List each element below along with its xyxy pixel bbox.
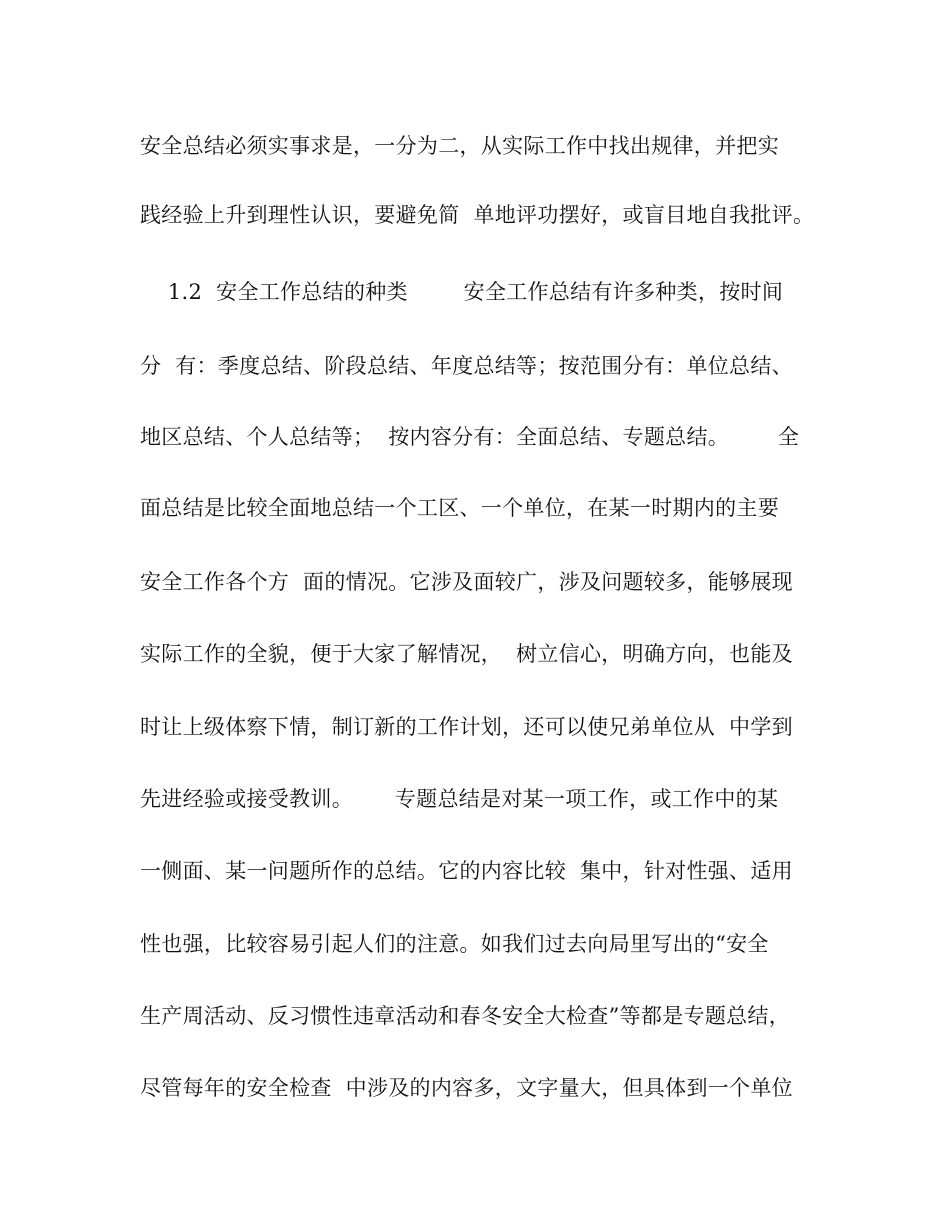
text-line: 安全工作各个方 面的情况。它涉及面较广，涉及问题较多，能够展现 — [140, 570, 793, 594]
text-line: 地区总结、个人总结等； 按内容分有：全面总结、专题总结。 全 — [140, 425, 800, 449]
text-line: 一侧面、某一问题所作的总结。它的内容比较 集中，针对性强、适用 — [140, 859, 793, 883]
text-line: 践经验上升到理性认识，要避免简 单地评功摆好，或盲目地自我批评。 — [140, 203, 815, 227]
text-line: 面总结是比较全面地总结一个工区、一个单位，在某一时期内的主要 — [140, 496, 779, 520]
text-line: 实际工作的全貌，便于大家了解情况， 树立信心，明确方向，也能及 — [140, 642, 793, 666]
text-line: 时让上级体察下情，制订新的工作计划，还可以使兄弟单位从 中学到 — [140, 715, 793, 739]
text-line: 性也强，比较容易引起人们的注意。如我们过去向局里写出的“安全 — [140, 932, 769, 956]
text-line: 分 有：季度总结、阶段总结、年度总结等；按范围分有：单位总结、 — [140, 354, 793, 378]
text-line: 生产周活动、反习惯性违章活动和春冬安全大检查”等都是专题总结， — [140, 1004, 791, 1028]
text-line: 1.2 安全工作总结的种类 安全工作总结有许多种类，按时间 — [140, 280, 784, 304]
text-line: 先进经验或接受教训。 专题总结是对某一项工作，或工作中的某 — [140, 787, 779, 811]
text-line: 安全总结必须实事求是，一分为二，从实际工作中找出规律，并把实 — [140, 134, 779, 158]
text-line: 尽管每年的安全检查 中涉及的内容多，文字量大，但具体到一个单位 — [140, 1076, 793, 1100]
